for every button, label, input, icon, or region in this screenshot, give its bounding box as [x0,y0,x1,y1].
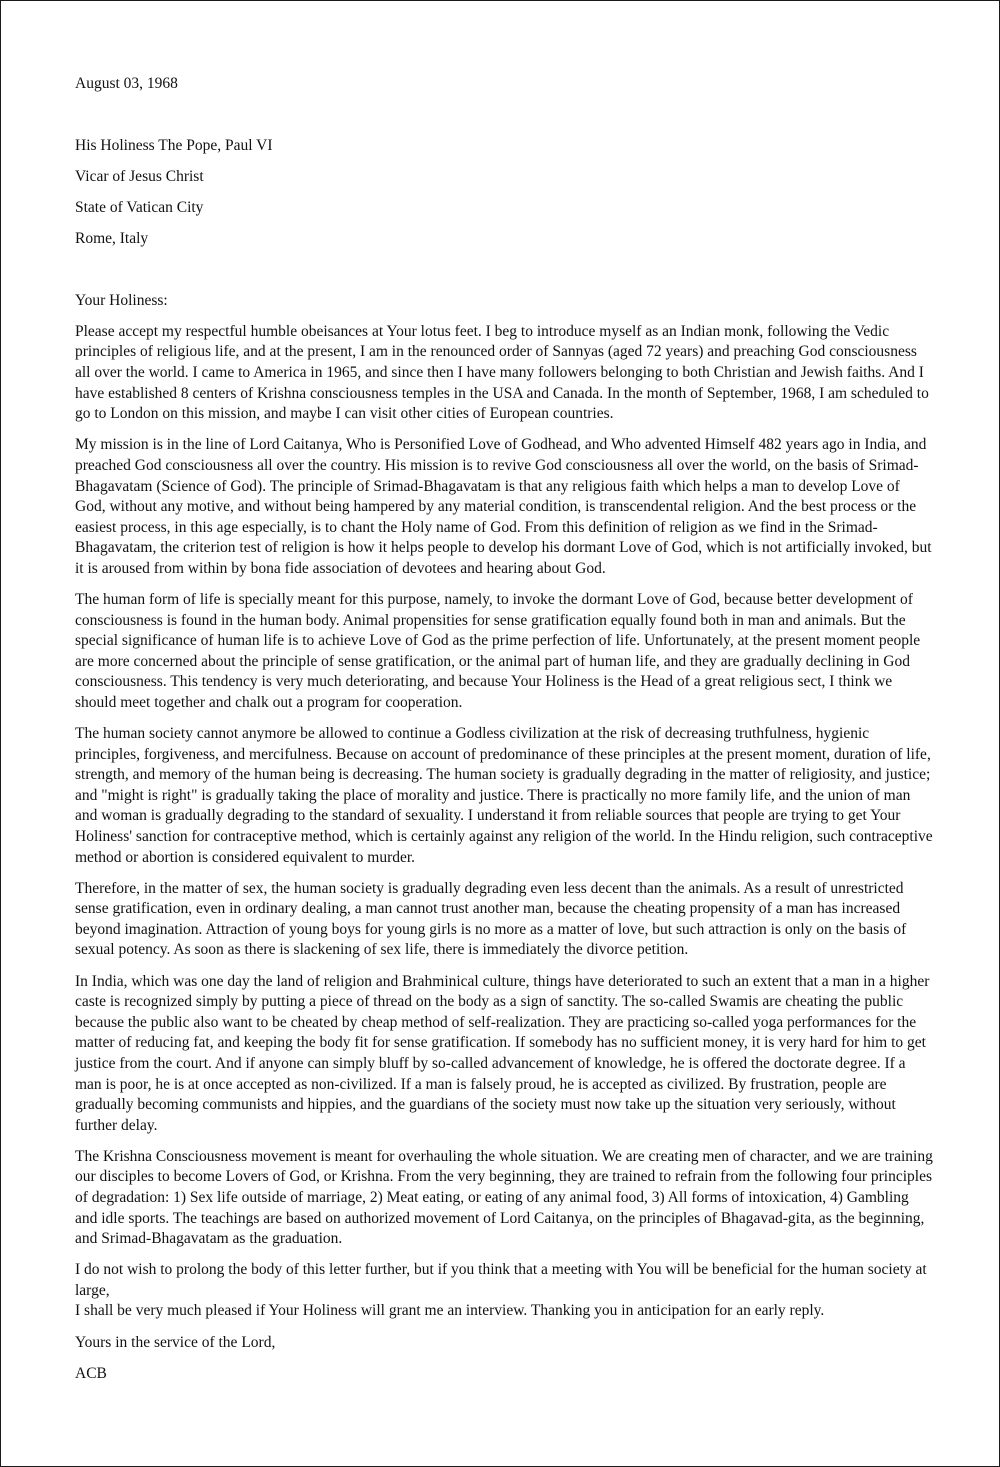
body-paragraph: The Krishna Consciousness movement is meant for overhauling the whole situation. We are creating men of character, and we are training our disciples to become Lovers of God, or Krishna. From the very beginning, they are trained to refrain from the following four principles of degradation: 1) Sex life outside of marriage, 2) Meat eating, or eating of any animal food, 3) All forms of intoxication, 4) Gambling and idle sports. The teachings are based on authorized movement of Lord Caitanya, on the principles of Bhagavad-gita, as the beginning, and Srimad-Bhagavatam as the graduation. [75,1147,933,1248]
body-paragraph: Therefore, in the matter of sex, the human society is gradually degrading even less decent than the animals. As a result of unrestricted sense gratification, even in ordinary dealing, a man cannot trust another man, because the cheating propensity of a man has increased beyond imagination. Attraction of young boys for young girls is no more as a matter of love, but such attraction is only on the basis of sexual potency. As soon as there is slackening of sex life, there is immediately the divorce petition. [75,879,907,959]
recipient-address [75,136,933,250]
body-paragraph: The human form of life is specially meant for this purpose, namely, to invoke the dormant Love of God, because better development of consciousness is found in the human body. Animal propensities for sense gratification equally found both in man and animals. But the special significance of human life is to achieve Love of God as the prime perfection of life. Unfortunately, at the present moment people are more concerned about the principle of sense gratification, or the animal part of human life, and they are gradually declining in God consciousness. This tendency is very much deteriorating, and because Your Holiness is the Head of a great religious sect, I think we should meet together and chalk out a program for cooperation. [75,590,921,711]
closing-paragraph [75,1260,933,1322]
salutation: Your Holiness: [75,291,168,309]
body-paragraph: My mission is in the line of Lord Caitanya, Who is Personified Love of Godhead, and Who advented Himself 482 years ago in India, and preached God consciousness all over the country. His mission is to revive God consciousness all over the world, on the basis of Srimad-Bhagavatam (Science of God). The principle of Srimad-Bhagavatam is that any religious faith which helps a man to develop Love of God, without any motive, and without being hampered by any material condition, is transcendental religion. And the best process or the easiest process, in this age especially, is to chant the Holy name of God. From this definition of religion as we find in the Srimad-Bhagavatam, the criterion test of religion is how it helps people to develop his dormant Love of God, which is not artificially invoked, but it is aroused from within by bona fide association of devotees and hearing about God. [75,436,932,577]
letter-body [75,74,933,1384]
body-paragraph: Please accept my respectful humble obeisances at Your lotus feet. I beg to introduce myself as an Indian monk, following the Vedic principles of religious life, and at the present, I am in the renounced order of Sannyas (aged 72 years) and preaching God consciousness all over the world. I came to America in 1965, and since then I have many followers belonging to both Christian and Jewish faiths. And I have established 8 centers of Krishna consciousness temples in the USA and Canada. In the month of September, 1968, I am scheduled to go to London on this mission, and maybe I can visit other cities of European countries. [75,322,929,423]
address-line: State of Vatican City [75,198,204,216]
letter-date: August 03, 1968 [75,75,178,92]
body-paragraph: The human society cannot anymore be allowed to continue a Godless civilization at the risk of decreasing truthfulness, hygienic principles, forgiveness, and mercifulness. Because on account of predominance of these principles at the present moment, duration of life, strength, and memory of the human being is decreasing. The human society is gradually degrading in the matter of religiosity, and justice; and "might is right" is gradually taking the place of morality and justice. There is practically no more family life, and the union of man and woman is gradually degrading to the standard of sexuality. I understand it from reliable sources that people are trying to get Your Holiness' sanction for contraceptive method, which is certainly against any religion of the world. In the Hindu religion, such contraceptive method or abortion is considered equivalent to murder. [75,725,933,866]
signature: ACB [75,1364,107,1382]
closing-paragraph-line: I do not wish to prolong the body of this letter further, but if you think that a meeting with You will be beneficial for the human society at large, [75,1261,927,1299]
address-line: His Holiness The Pope, Paul VI [75,136,273,154]
address-line: Rome, Italy [75,230,149,248]
body-paragraph: In India, which was one day the land of religion and Brahminical culture, things have deteriorated to such an extent that a man in a higher caste is recognized simply by putting a piece of thread on the body as a sign of sanctity. The so-called Swamis are cheating the public because the public also want to be cheated by cheap method of self-realization. They are practicing so-called yoga performances for the matter of reducing fat, and keeping the body fit for sense gratification. If somebody has no sufficient money, it is very hard for him to get justice from the court. And if anyone can simply bluff by so-called advancement of knowledge, he is offered the doctorate degree. If a man is poor, he is at once accepted as non-civilized. If a man is falsely proud, he is accepted as civilized. By frustration, people are gradually becoming communists and hippies, and the guardians of the society must now take up the situation very seriously, without further delay. [75,972,930,1134]
complimentary-close: Yours in the service of the Lord, [75,1333,276,1351]
closing-paragraph-line: I shall be very much pleased if Your Holiness will grant me an interview. Thanking you in anticipation for an early reply. [75,1302,825,1320]
address-line: Vicar of Jesus Christ [75,167,204,185]
